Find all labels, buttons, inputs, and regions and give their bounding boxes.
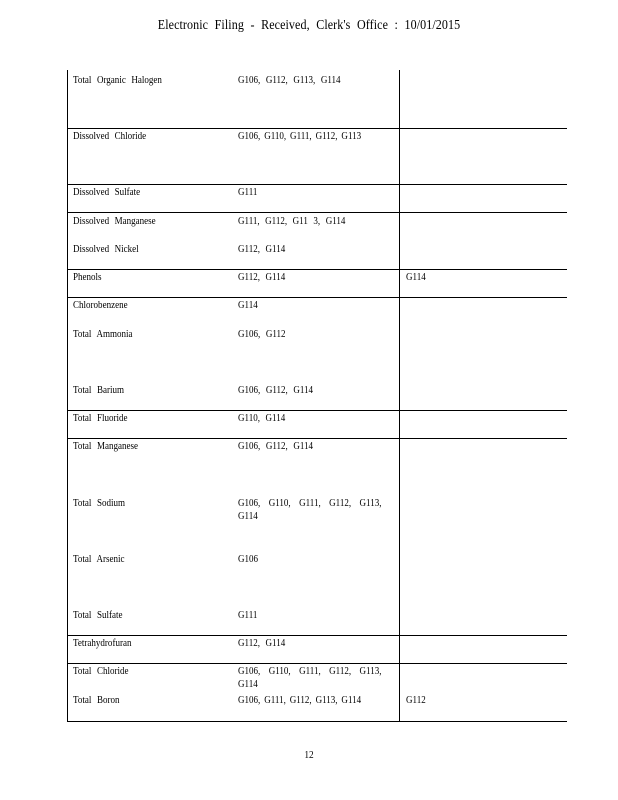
well-list: G106, G111, G112, G113, G114 — [238, 694, 362, 706]
parameter-name: Total Sulfate — [73, 609, 123, 621]
table-bottom-border — [67, 721, 567, 722]
well-list: G111, G112, G11 3, G114 — [238, 215, 346, 227]
well-list: G112, G114 — [238, 243, 286, 255]
parameter-name: Phenols — [73, 271, 102, 283]
well-list: G106, G112 — [238, 328, 286, 340]
page-header: Electronic Filing - Received, Clerk's Office : 10/01/2015 — [157, 18, 461, 33]
row-divider — [67, 663, 567, 664]
row-divider — [67, 635, 567, 636]
row-divider — [67, 212, 567, 213]
parameter-name: Dissolved Nickel — [73, 243, 139, 255]
well-list: G106, G110, G111, G112, G113 — [238, 130, 362, 142]
row-divider — [67, 269, 567, 270]
well-list: G106, G110, G111, G112, G113, G114 — [238, 665, 382, 690]
row-divider — [67, 128, 567, 129]
row-divider — [67, 297, 567, 298]
parameter-name: Tetrahydrofuran — [73, 637, 132, 649]
well-list: G106, G112, G113, G114 — [238, 74, 341, 86]
table-left-border — [67, 70, 68, 722]
well-list: G114 — [238, 299, 258, 311]
parameter-name: Total Manganese — [73, 440, 139, 452]
parameter-name: Dissolved Chloride — [73, 130, 147, 142]
well-list: G111 — [238, 609, 258, 621]
well-list: G112, G114 — [238, 271, 286, 283]
parameter-name: Dissolved Manganese — [73, 215, 156, 227]
parameter-name: Total Arsenic — [73, 553, 125, 565]
well-list: G111 — [238, 186, 258, 198]
well-list: G112, G114 — [238, 637, 286, 649]
column-divider — [399, 70, 400, 722]
well-list: G106, G112, G114 — [238, 440, 314, 452]
parameter-table — [67, 70, 567, 722]
row-divider — [67, 410, 567, 411]
parameter-name: Total Fluoride — [73, 412, 128, 424]
parameter-name: Total Barium — [73, 384, 125, 396]
extra-well: G112 — [406, 694, 426, 706]
well-list: G106, G112, G114 — [238, 384, 314, 396]
row-divider — [67, 438, 567, 439]
parameter-name: Total Chloride — [73, 665, 129, 677]
well-list: G110, G114 — [238, 412, 286, 424]
page-number: 12 — [304, 749, 314, 761]
extra-well: G114 — [406, 271, 426, 283]
parameter-name: Total Ammonia — [73, 328, 133, 340]
parameter-name: Total Organic Halogen — [73, 74, 162, 86]
well-list: G106, G110, G111, G112, G113, G114 — [238, 497, 382, 522]
well-list: G106 — [238, 553, 259, 565]
parameter-name: Dissolved Sulfate — [73, 186, 141, 198]
row-divider — [67, 184, 567, 185]
parameter-name: Total Sodium — [73, 497, 126, 509]
parameter-name: Total Boron — [73, 694, 120, 706]
parameter-name: Chlorobenzene — [73, 299, 128, 311]
